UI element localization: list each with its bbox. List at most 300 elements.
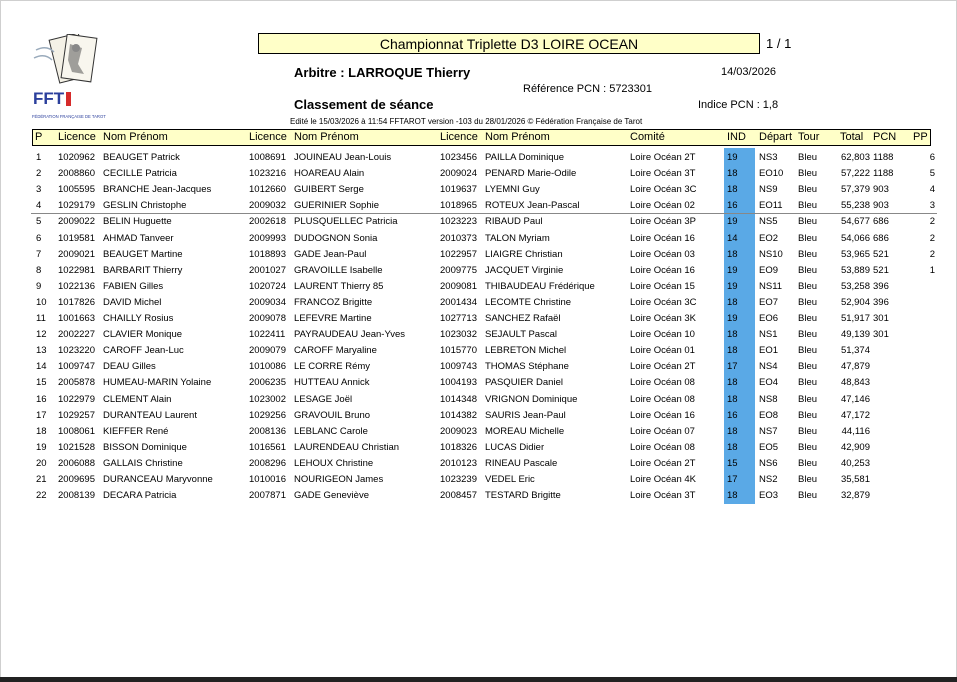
table-row (0, 358, 957, 374)
cell-name-3: TESTARD Brigitte (485, 490, 561, 502)
column-header-pp: PP (913, 131, 928, 143)
cell-tour: Bleu (798, 377, 818, 389)
cell-licence-1: 2009695 (58, 474, 95, 485)
table-row (0, 165, 957, 181)
cell-ind: 19 (727, 313, 738, 324)
cell-name-2: LE CORRE Rémy (294, 361, 371, 373)
cell-ind: 17 (727, 361, 738, 373)
cell-name-1: BELIN Huguette (103, 216, 172, 228)
cell-pcn: 686 (873, 216, 889, 228)
cell-licence-3: 2010373 (440, 232, 477, 244)
cell-name-2: LAURENT Thierry 85 (294, 280, 384, 292)
table-row (0, 471, 957, 487)
cell-ind: 15 (727, 457, 738, 469)
cell-total: 47,879 (840, 361, 870, 373)
cell-ind: 18 (727, 425, 738, 437)
cell-name-1: CHAILLY Rosius (103, 313, 174, 324)
cell-licence-1: 2006088 (58, 457, 95, 469)
column-header-position: P (35, 131, 43, 143)
page-border-bottom (0, 677, 957, 682)
cell-name-2: PLUSQUELLEC Patricia (294, 216, 398, 228)
cell-name-3: THIBAUDEAU Frédérique (485, 280, 595, 292)
cell-comite: Loire Océan 16 (630, 232, 695, 244)
cell-licence-1: 1019581 (58, 232, 95, 244)
cell-depart: NS3 (759, 152, 778, 163)
cell-licence-1: 1022136 (58, 280, 95, 292)
cell-pcn: 396 (873, 280, 889, 292)
cell-name-3: SANCHEZ Rafaël (485, 313, 561, 324)
event-date: 14/03/2026 (721, 66, 777, 78)
cell-licence-2: 2009993 (249, 232, 286, 244)
cell-name-2: DUDOGNON Sonia (294, 232, 378, 244)
cell-name-1: AHMAD Tanveer (103, 232, 174, 244)
cell-total: 53,889 (840, 264, 870, 276)
cell-name-1: DURANCEAU Maryvonne (103, 474, 213, 485)
cell-position: 8 (36, 264, 42, 276)
cell-pcn: 521 (873, 248, 889, 260)
cell-depart: EO10 (759, 168, 784, 180)
cell-name-1: BRANCHE Jean-Jacques (103, 184, 212, 196)
cell-name-2: GADE Geneviève (294, 490, 369, 502)
cell-ind: 19 (727, 216, 738, 228)
cell-pp: 1 (929, 264, 935, 276)
cell-comite: Loire Océan 3T (630, 168, 696, 180)
cell-ind: 19 (727, 264, 738, 276)
column-header-ind: IND (727, 131, 746, 143)
cell-name-2: GUERINIER Sophie (294, 200, 380, 212)
cell-licence-2: 1018893 (249, 248, 286, 260)
cell-licence-3: 2001434 (440, 296, 477, 308)
cell-pp: 2 (929, 232, 935, 244)
cell-licence-3: 1018965 (440, 200, 477, 212)
cell-name-1: GESLIN Christophe (103, 200, 187, 212)
cell-licence-3: 1023223 (440, 216, 477, 228)
table-row (0, 213, 957, 229)
cell-licence-1: 2008139 (58, 490, 95, 502)
cell-depart: NS8 (759, 393, 778, 405)
cell-pcn: 1188 (873, 152, 894, 163)
cell-licence-3: 1022957 (440, 248, 477, 260)
column-header-tour: Tour (798, 131, 820, 143)
table-row (0, 149, 957, 165)
cell-licence-3: 1018326 (440, 441, 477, 453)
cell-ind: 18 (727, 248, 738, 260)
cell-depart: EO4 (759, 377, 779, 389)
cell-licence-3: 2010123 (440, 457, 477, 469)
cell-ind: 18 (727, 168, 738, 180)
cell-name-1: CAROFF Jean-Luc (103, 345, 184, 357)
cell-depart: EO2 (759, 232, 779, 244)
cell-licence-3: 1014348 (440, 393, 477, 405)
cell-licence-2: 1008691 (249, 152, 286, 163)
cell-position: 18 (36, 425, 47, 437)
cell-pp: 5 (929, 168, 935, 180)
cell-total: 40,253 (840, 457, 870, 469)
cell-ind: 18 (727, 393, 738, 405)
cell-tour: Bleu (798, 296, 818, 308)
cell-tour: Bleu (798, 232, 818, 244)
cell-name-2: JOUINEAU Jean-Louis (294, 152, 392, 163)
cell-tour: Bleu (798, 184, 818, 196)
table-row (0, 262, 957, 278)
cell-name-3: LIAIGRE Christian (485, 248, 563, 260)
cell-ind: 18 (727, 490, 738, 502)
cell-depart: NS2 (759, 474, 778, 485)
cell-depart: EO8 (759, 409, 779, 421)
cell-name-1: KIEFFER René (103, 425, 169, 437)
cell-comite: Loire Océan 4K (630, 474, 697, 485)
cell-depart: NS9 (759, 184, 778, 196)
cell-tour: Bleu (798, 264, 818, 276)
cell-total: 54,066 (840, 232, 870, 244)
cell-ind: 18 (727, 345, 738, 357)
table-row (0, 391, 957, 407)
cell-licence-1: 1029179 (58, 200, 95, 212)
cell-comite: Loire Océan 3K (630, 313, 697, 324)
cell-name-1: BEAUGET Patrick (103, 152, 180, 163)
cell-licence-2: 2002618 (249, 216, 286, 228)
cell-comite: Loire Océan 3T (630, 490, 696, 502)
cell-pcn: 521 (873, 264, 889, 276)
table-row (0, 407, 957, 423)
cell-comite: Loire Océan 2T (630, 152, 696, 163)
cell-total: 32,879 (840, 490, 870, 502)
cell-name-3: RINEAU Pascale (485, 457, 558, 469)
cell-depart: EO9 (759, 264, 779, 276)
cell-licence-2: 2009079 (249, 345, 286, 357)
cell-name-3: PAILLA Dominique (485, 152, 565, 163)
cell-licence-2: 1023216 (249, 168, 286, 180)
cell-position: 3 (36, 184, 42, 196)
cell-depart: NS7 (759, 425, 778, 437)
cell-licence-2: 2009034 (249, 296, 286, 308)
cell-name-3: MOREAU Michelle (485, 425, 565, 437)
cell-licence-1: 1001663 (58, 313, 95, 324)
table-row (0, 310, 957, 326)
cell-pcn: 301 (873, 329, 889, 341)
cell-position: 1 (36, 152, 42, 163)
column-header-licence-2: Licence (249, 131, 287, 143)
cell-name-2: FRANCOZ Brigitte (294, 296, 373, 308)
cell-name-3: PASQUIER Daniel (485, 377, 563, 389)
cell-licence-1: 1021528 (58, 441, 95, 453)
cell-name-2: LESAGE Joël (294, 393, 353, 405)
cell-ind: 17 (727, 474, 738, 485)
arbitre-name: Arbitre : LARROQUE Thierry (294, 65, 471, 80)
cell-licence-2: 1010016 (249, 474, 286, 485)
cell-tour: Bleu (798, 280, 818, 292)
column-header-licence-1: Licence (58, 131, 96, 143)
cell-licence-3: 1027713 (440, 313, 477, 324)
cell-licence-2: 1012660 (249, 184, 286, 196)
table-row (0, 423, 957, 439)
cell-comite: Loire Océan 3C (630, 296, 697, 308)
cell-licence-3: 1015770 (440, 345, 477, 357)
column-header-licence-3: Licence (440, 131, 478, 143)
cell-ind: 19 (727, 152, 738, 163)
cell-comite: Loire Océan 3C (630, 184, 697, 196)
cell-name-3: SAURIS Jean-Paul (485, 409, 566, 421)
edition-note: Edité le 15/03/2026 à 11:54 FFTAROT version -103 du 28/01/2026 © Fédération Française de Tarot (290, 117, 643, 126)
cell-position: 15 (36, 377, 47, 389)
cell-name-3: LUCAS Didier (485, 441, 545, 453)
cell-name-1: BEAUGET Martine (103, 248, 183, 260)
cell-licence-1: 1008061 (58, 425, 95, 437)
cell-ind: 18 (727, 377, 738, 389)
cell-ind: 18 (727, 296, 738, 308)
cell-licence-3: 1023239 (440, 474, 477, 485)
pcn-indice: Indice PCN : 1,8 (698, 99, 779, 111)
cell-licence-1: 1022979 (58, 393, 95, 405)
cell-licence-3: 1019637 (440, 184, 477, 196)
cell-licence-1: 2009022 (58, 216, 95, 228)
cell-tour: Bleu (798, 474, 818, 485)
cell-tour: Bleu (798, 361, 818, 373)
cell-licence-2: 2008136 (249, 425, 286, 437)
cell-position: 19 (36, 441, 47, 453)
cell-licence-1: 2008860 (58, 168, 95, 180)
cell-tour: Bleu (798, 425, 818, 437)
cell-name-3: VEDEL Eric (485, 474, 535, 485)
cell-name-1: CLAVIER Monique (103, 329, 183, 341)
cell-licence-2: 2006235 (249, 377, 286, 389)
table-row (0, 246, 957, 262)
cell-licence-2: 1020724 (249, 280, 286, 292)
cell-total: 62,803 (840, 152, 870, 163)
cell-tour: Bleu (798, 152, 818, 163)
cell-comite: Loire Océan 3P (630, 216, 697, 228)
cell-name-1: CLEMENT Alain (103, 393, 172, 405)
fft-logo (30, 34, 116, 120)
cell-depart: EO1 (759, 345, 779, 357)
cell-name-2: LEBLANC Carole (294, 425, 368, 437)
cell-tour: Bleu (798, 168, 818, 180)
cell-depart: NS4 (759, 361, 778, 373)
column-header-total: Total (840, 131, 864, 143)
pcn-reference: Référence PCN : 5723301 (523, 83, 653, 95)
cell-name-2: GRAVOUIL Bruno (294, 409, 371, 421)
cell-licence-2: 2009078 (249, 313, 286, 324)
logo-text: FFT (33, 89, 65, 108)
cell-position: 10 (36, 296, 47, 308)
cell-licence-3: 2009023 (440, 425, 477, 437)
cell-depart: NS6 (759, 457, 778, 469)
cell-total: 42,909 (840, 441, 870, 453)
cell-depart: NS1 (759, 329, 778, 341)
cell-licence-1: 2005878 (58, 377, 95, 389)
cell-licence-1: 1020962 (58, 152, 95, 163)
cell-position: 21 (36, 474, 47, 485)
cell-tour: Bleu (798, 216, 818, 228)
cell-total: 55,238 (840, 200, 870, 212)
cell-pcn: 1188 (873, 168, 894, 180)
cell-position: 16 (36, 393, 47, 405)
cell-comite: Loire Océan 03 (630, 248, 695, 260)
cell-name-3: RIBAUD Paul (485, 216, 543, 228)
cell-name-2: GADE Jean-Paul (294, 248, 367, 260)
cell-name-2: PAYRAUDEAU Jean-Yves (294, 329, 406, 341)
table-row (0, 487, 957, 503)
cell-tour: Bleu (798, 313, 818, 324)
cell-position: 22 (36, 490, 47, 502)
cell-total: 48,843 (840, 377, 870, 389)
cell-position: 9 (36, 280, 42, 292)
cell-name-3: VRIGNON Dominique (485, 393, 578, 405)
cell-ind: 18 (727, 441, 738, 453)
cell-ind: 14 (727, 232, 738, 244)
cell-licence-1: 1017826 (58, 296, 95, 308)
cell-comite: Loire Océan 2T (630, 457, 696, 469)
cell-licence-2: 1022411 (249, 329, 286, 341)
cell-licence-3: 1004193 (440, 377, 477, 389)
cell-name-1: FABIEN Gilles (103, 280, 164, 292)
cell-comite: Loire Océan 08 (630, 377, 695, 389)
cell-name-3: THOMAS Stéphane (485, 361, 569, 373)
cell-ind: 18 (727, 329, 738, 341)
cell-name-3: TALON Myriam (485, 232, 550, 244)
cell-comite: Loire Océan 2T (630, 361, 696, 373)
cell-position: 6 (36, 232, 42, 244)
cell-licence-3: 1014382 (440, 409, 477, 421)
cell-licence-1: 1009747 (58, 361, 95, 373)
cell-position: 13 (36, 345, 47, 357)
cell-name-1: DAVID Michel (103, 296, 162, 308)
cell-name-1: GALLAIS Christine (103, 457, 183, 469)
table-row (0, 278, 957, 294)
cell-tour: Bleu (798, 248, 818, 260)
cell-licence-3: 2009775 (440, 264, 477, 276)
cell-name-3: PENARD Marie-Odile (485, 168, 577, 180)
cell-ind: 19 (727, 280, 738, 292)
cell-licence-1: 1005595 (58, 184, 95, 196)
section-title: Classement de séance (294, 97, 434, 112)
cell-pp: 6 (929, 152, 935, 163)
cell-position: 2 (36, 168, 42, 180)
cell-name-3: JACQUET Virginie (485, 264, 564, 276)
cell-pp: 3 (929, 200, 935, 212)
table-row (0, 181, 957, 197)
cell-tour: Bleu (798, 393, 818, 405)
cell-total: 53,965 (840, 248, 870, 260)
cell-total: 44,116 (841, 425, 870, 437)
cell-licence-1: 1022981 (58, 264, 95, 276)
cell-name-1: DEAU Gilles (103, 361, 156, 373)
cell-name-1: BISSON Dominique (103, 441, 187, 453)
cell-total: 51,917 (840, 313, 870, 324)
table-row (0, 197, 957, 213)
column-header-name-1: Nom Prénom (103, 131, 168, 143)
cell-licence-3: 2009024 (440, 168, 477, 180)
cell-comite: Loire Océan 01 (630, 345, 695, 357)
cell-name-2: LEFEVRE Martine (294, 313, 372, 324)
column-header-depart: Départ (759, 131, 793, 143)
cell-tour: Bleu (798, 200, 818, 212)
cell-tour: Bleu (798, 329, 818, 341)
cell-licence-3: 1023456 (440, 152, 477, 163)
cell-depart: EO6 (759, 313, 779, 324)
cell-total: 47,146 (840, 393, 870, 405)
cell-position: 5 (36, 216, 42, 228)
table-row (0, 439, 957, 455)
cell-comite: Loire Océan 16 (630, 409, 695, 421)
cell-licence-3: 1023032 (440, 329, 477, 341)
cell-tour: Bleu (798, 490, 818, 502)
column-header-comite: Comité (630, 131, 665, 143)
cell-position: 11 (36, 313, 46, 324)
cell-name-2: NOURIGEON James (294, 474, 384, 485)
cell-position: 7 (36, 248, 42, 260)
cell-licence-2: 1023002 (249, 393, 286, 405)
cell-licence-2: 2001027 (249, 264, 286, 276)
cell-tour: Bleu (798, 409, 818, 421)
cell-ind: 16 (727, 409, 738, 421)
cell-licence-2: 2007871 (249, 490, 286, 502)
cell-comite: Loire Océan 08 (630, 393, 695, 405)
cell-name-1: BARBARIT Thierry (103, 264, 183, 276)
cell-depart: EO7 (759, 296, 779, 308)
cell-comite: Loire Océan 16 (630, 264, 695, 276)
cell-depart: EO5 (759, 441, 779, 453)
cell-ind: 16 (727, 200, 738, 212)
cell-comite: Loire Océan 08 (630, 441, 695, 453)
cell-name-3: LYEMNI Guy (485, 184, 540, 196)
table-row (0, 455, 957, 471)
cell-name-1: DECARA Patricia (103, 490, 177, 502)
cell-depart: EO11 (759, 200, 783, 212)
cell-name-1: CECILLE Patricia (103, 168, 177, 180)
cell-position: 12 (36, 329, 47, 341)
cell-tour: Bleu (798, 345, 818, 357)
cell-licence-1: 2009021 (58, 248, 95, 260)
table-row (0, 342, 957, 358)
cell-name-2: GUIBERT Serge (294, 184, 364, 196)
cell-licence-1: 1023220 (58, 345, 95, 357)
cell-pcn: 396 (873, 296, 889, 308)
cell-name-2: LAURENDEAU Christian (294, 441, 400, 453)
cell-pcn: 903 (873, 184, 889, 196)
cell-name-3: ROTEUX Jean-Pascal (485, 200, 580, 212)
cell-position: 20 (36, 457, 47, 469)
cell-licence-2: 2009032 (249, 200, 286, 212)
cell-comite: Loire Océan 10 (630, 329, 695, 341)
playing-card-icon (34, 34, 97, 83)
cell-total: 57,379 (840, 184, 870, 196)
cell-pcn: 301 (873, 313, 889, 324)
cell-name-2: HOAREAU Alain (294, 168, 365, 180)
cell-pp: 2 (929, 248, 935, 260)
table-row (0, 326, 957, 342)
cell-depart: NS10 (759, 248, 783, 260)
cell-name-2: HUTTEAU Annick (294, 377, 370, 389)
cell-total: 54,677 (840, 216, 870, 228)
cell-position: 4 (36, 200, 42, 212)
cell-position: 17 (36, 409, 47, 421)
cell-ind: 18 (727, 184, 738, 196)
cell-tour: Bleu (798, 441, 818, 453)
cell-total: 52,904 (840, 296, 870, 308)
cell-comite: Loire Océan 02 (630, 200, 695, 212)
cell-total: 51,374 (840, 345, 870, 357)
cell-licence-1: 2002227 (58, 329, 95, 341)
table-row (0, 374, 957, 390)
page-number: 1 / 1 (766, 36, 792, 51)
cell-name-2: GRAVOILLE Isabelle (294, 264, 383, 276)
cell-total: 35,581 (840, 474, 870, 485)
cell-licence-3: 2008457 (440, 490, 477, 502)
cell-pp: 2 (929, 216, 935, 228)
table-row (0, 230, 957, 246)
cell-total: 49,139 (840, 329, 870, 341)
